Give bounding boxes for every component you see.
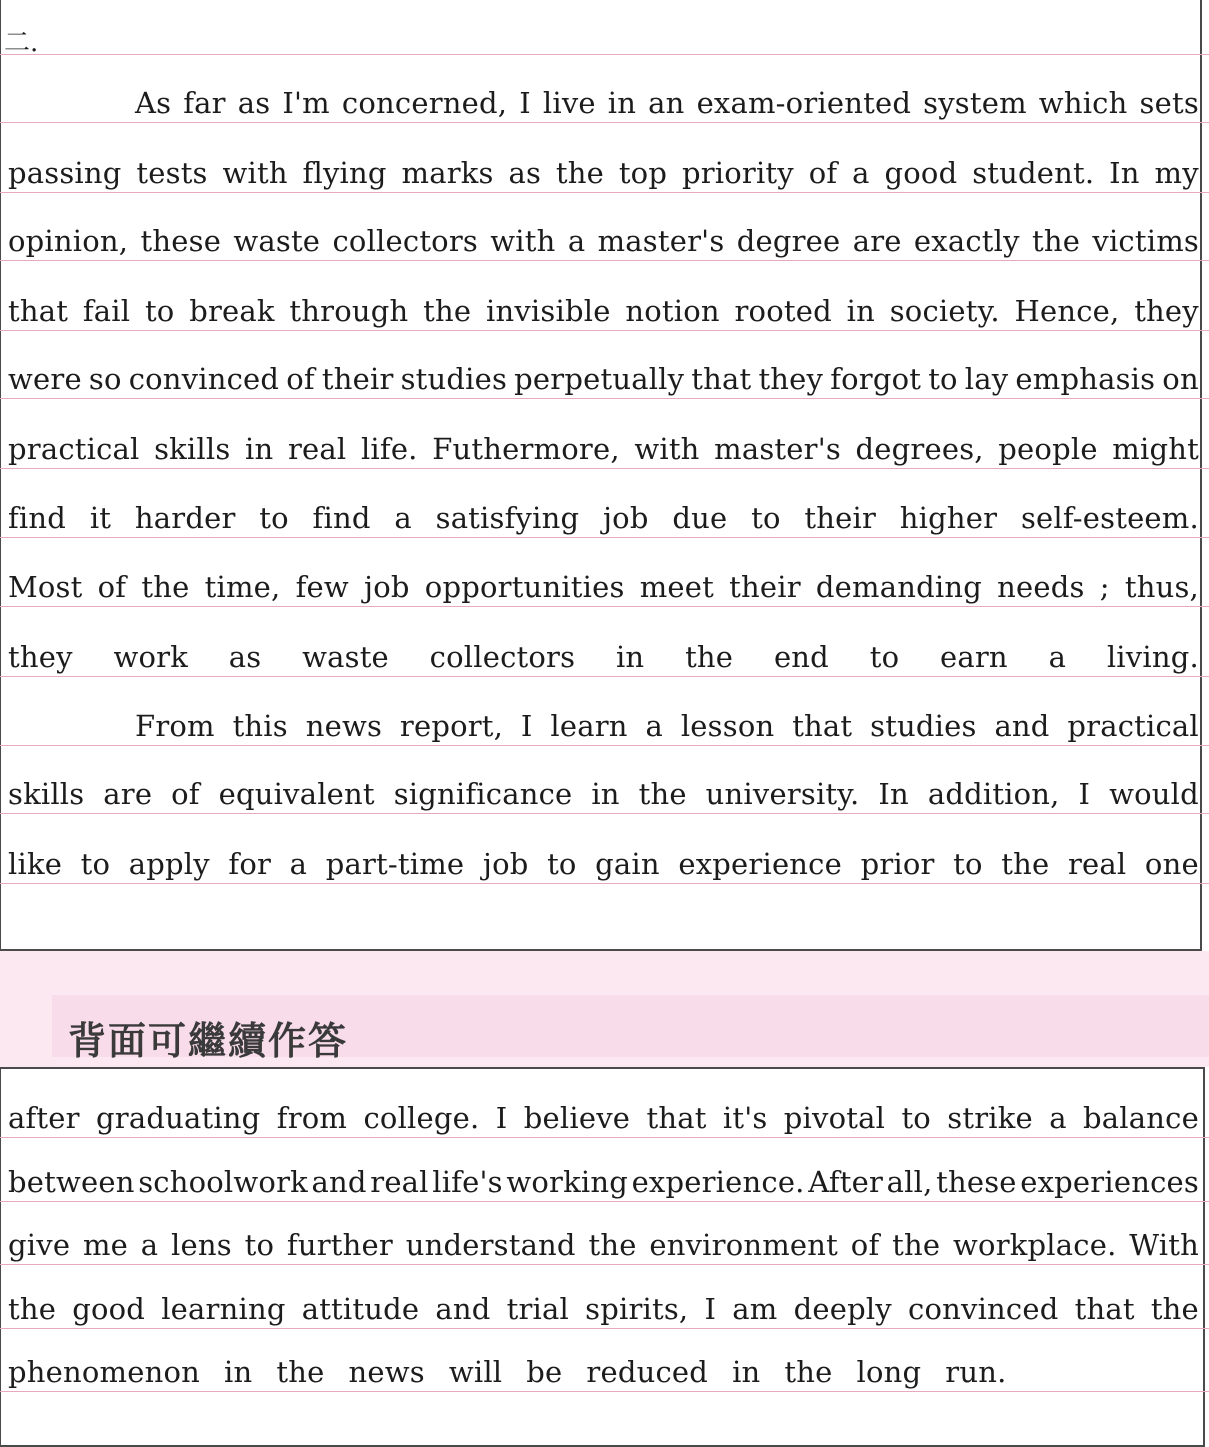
word: job (482, 847, 529, 881)
word: to (144, 294, 175, 328)
word: self-esteem. (1020, 501, 1199, 535)
word: higher (899, 501, 998, 535)
word: pivotal (783, 1101, 886, 1135)
word: experience. (631, 1165, 805, 1199)
word: prior (860, 847, 935, 881)
ruled-line (0, 537, 1209, 538)
word: student. (972, 156, 1095, 190)
word: flying (302, 156, 387, 190)
word: as (237, 86, 271, 120)
word: live (542, 86, 596, 120)
word: might (1112, 432, 1199, 466)
word: demanding (815, 570, 982, 604)
ruled-line (0, 745, 1209, 746)
word: fail (82, 294, 131, 328)
word: balance (1083, 1101, 1199, 1135)
handwritten-line (8, 1101, 1199, 1135)
word: forgot (830, 362, 922, 396)
word: to (928, 362, 958, 396)
word: strike (947, 1101, 1033, 1135)
word: that (792, 709, 853, 743)
word: in (607, 86, 637, 120)
ruled-line (0, 1137, 1209, 1138)
handwritten-line (8, 432, 1199, 466)
word: a (645, 709, 663, 743)
word: job (364, 570, 410, 604)
word: in (224, 1355, 253, 1389)
word: will (448, 1355, 503, 1389)
word: in (615, 640, 645, 674)
word: the (1001, 847, 1050, 881)
word: give (8, 1228, 71, 1262)
word: so (88, 362, 122, 396)
word: a (852, 156, 870, 190)
ruled-line (0, 676, 1209, 677)
word: real (370, 1165, 429, 1199)
word: the (555, 156, 604, 190)
word: am (732, 1292, 778, 1326)
word: priority (681, 156, 794, 190)
word: equivalent (218, 777, 375, 811)
word: time, (204, 570, 281, 604)
word: lesson (680, 709, 775, 743)
handwritten-line (8, 224, 1199, 258)
word: in (846, 294, 875, 328)
continue-on-back-label: 背面可繼續作答 (68, 1018, 349, 1063)
word: their (729, 570, 801, 604)
word: studies (870, 709, 977, 743)
handwritten-line (8, 640, 1199, 674)
word: real (1067, 847, 1127, 881)
word: In (1109, 156, 1140, 190)
word: graduating (96, 1101, 261, 1135)
word: in (732, 1355, 761, 1389)
word: of (171, 777, 200, 811)
word: believe (523, 1101, 631, 1135)
word: part-time (325, 847, 465, 881)
ruled-line (0, 813, 1209, 814)
word: invisible (486, 294, 611, 328)
handwritten-line (8, 1355, 1199, 1389)
word: like (8, 847, 63, 881)
word: trial (506, 1292, 569, 1326)
word: satisfying (435, 501, 580, 535)
word: would (1109, 777, 1199, 811)
handwritten-line (8, 1228, 1199, 1262)
word: degree (736, 224, 841, 258)
ruled-line (0, 1201, 1209, 1202)
word: I (1078, 777, 1091, 811)
word: that (8, 294, 69, 328)
word: learning (161, 1292, 286, 1326)
word: meet (639, 570, 714, 604)
word: victims (1092, 224, 1199, 258)
word: I (495, 1101, 508, 1135)
word: real (287, 432, 347, 466)
word: of (808, 156, 838, 190)
word: addition, (927, 777, 1060, 811)
word: to (244, 1228, 275, 1262)
word: From (135, 709, 215, 743)
word: With (1129, 1228, 1199, 1262)
word: a (1049, 1101, 1067, 1135)
ruled-line (0, 330, 1209, 331)
word: earn (940, 640, 1008, 674)
word: on (1162, 362, 1199, 396)
word: report, (399, 709, 504, 743)
word: college. (363, 1101, 480, 1135)
word: master's (714, 432, 841, 466)
word: that (1074, 1292, 1135, 1326)
word: significance (393, 777, 573, 811)
word: master's (597, 224, 725, 258)
word: lens (171, 1228, 232, 1262)
word: I'm (282, 86, 330, 120)
word: with (634, 432, 700, 466)
word: as (228, 640, 262, 674)
word: waste (302, 640, 389, 674)
word: for (228, 847, 272, 881)
word: practical (8, 432, 140, 466)
word: university. (705, 777, 860, 811)
word: they (1134, 294, 1199, 328)
word: sets (1139, 86, 1199, 120)
word: a (140, 1228, 159, 1262)
word: and (311, 1165, 367, 1199)
word: good (72, 1292, 146, 1326)
word: my (1154, 156, 1199, 190)
word: apply (128, 847, 210, 881)
word: experiences (1020, 1165, 1199, 1199)
word: the (8, 1292, 57, 1326)
word: to (869, 640, 900, 674)
word: they (8, 640, 73, 674)
word: this (232, 709, 288, 743)
word: that (646, 1101, 707, 1135)
word: and (994, 709, 1050, 743)
word: of (286, 362, 315, 396)
word: end (773, 640, 829, 674)
word: experience (678, 847, 842, 881)
handwritten-line (8, 156, 1199, 190)
word: to (80, 847, 111, 881)
word: attitude (301, 1292, 420, 1326)
handwritten-line (8, 1292, 1199, 1326)
word: a (567, 224, 586, 258)
word: are (103, 777, 153, 811)
word: working (506, 1165, 628, 1199)
word: work (113, 640, 188, 674)
word: marks (401, 156, 494, 190)
word: Futhermore, (432, 432, 620, 466)
word: are (852, 224, 902, 258)
word: job (602, 501, 649, 535)
word: to (953, 847, 983, 881)
word: a (1048, 640, 1067, 674)
word: long (856, 1355, 922, 1389)
word: waste (233, 224, 321, 258)
handwritten-line (8, 501, 1199, 535)
word: passing (8, 156, 122, 190)
word: collectors (429, 640, 576, 674)
word: system (923, 86, 1027, 120)
word: understand (405, 1228, 576, 1262)
word: convinced (128, 362, 280, 396)
word: society. (889, 294, 1000, 328)
word: concerned, (341, 86, 508, 120)
word: me (82, 1228, 129, 1262)
word: with (490, 224, 556, 258)
word: rooted (734, 294, 832, 328)
word: these (140, 224, 222, 258)
handwritten-line (8, 570, 1199, 604)
word: the (1150, 1292, 1199, 1326)
word: As (135, 86, 172, 120)
word: between (8, 1165, 135, 1199)
word: opinion, (8, 224, 129, 258)
word: it (89, 501, 112, 535)
word: environment (649, 1228, 839, 1262)
word: exam-oriented (696, 86, 912, 120)
word: break (189, 294, 275, 328)
ruled-line (0, 260, 1209, 261)
word: find (8, 501, 67, 535)
word: people (998, 432, 1098, 466)
word: learn (550, 709, 628, 743)
word: exactly (913, 224, 1020, 258)
word: run. (945, 1355, 1007, 1389)
word: a (289, 847, 308, 881)
word: of (850, 1228, 880, 1262)
word: to (259, 501, 289, 535)
word: deeply (793, 1292, 892, 1326)
word: the (892, 1228, 941, 1262)
word: top (618, 156, 668, 190)
word: to (751, 501, 781, 535)
ruled-line (0, 54, 1209, 55)
word: In (878, 777, 909, 811)
word: gain (595, 847, 660, 881)
word: tests (136, 156, 208, 190)
word: an (648, 86, 685, 120)
handwritten-line (8, 1165, 1199, 1199)
word: life. (360, 432, 418, 466)
word: I (704, 1292, 717, 1326)
word: their (804, 501, 877, 535)
word: thus, (1124, 570, 1199, 604)
word: the (141, 570, 190, 604)
word: ; (1099, 570, 1110, 604)
word: the (784, 1355, 833, 1389)
word: living. (1106, 640, 1199, 674)
ruled-line (0, 1328, 1209, 1329)
word: life's (432, 1165, 503, 1199)
word: which (1038, 86, 1128, 120)
word: I (519, 86, 531, 120)
word: the (638, 777, 687, 811)
word: to (901, 1101, 931, 1135)
word: studies (400, 362, 508, 396)
handwritten-line (8, 362, 1199, 396)
word: the (588, 1228, 637, 1262)
word: phenomenon (8, 1355, 201, 1389)
word: the (276, 1355, 325, 1389)
word: perpetually (514, 362, 685, 396)
ruled-line (0, 1391, 1209, 1392)
ruled-line (0, 606, 1209, 607)
handwritten-line (135, 709, 1199, 743)
word: the (423, 294, 472, 328)
ruled-line (0, 883, 1209, 884)
word: convinced (908, 1292, 1059, 1326)
word: a (394, 501, 412, 535)
word: Hence, (1014, 294, 1120, 328)
word: of (97, 570, 127, 604)
word: workplace. (953, 1228, 1117, 1262)
word: from (276, 1101, 348, 1135)
word: the (685, 640, 734, 674)
word: opportunities (424, 570, 625, 604)
word: practical (1067, 709, 1199, 743)
ruled-line (0, 468, 1209, 469)
word: emphasis (1015, 362, 1156, 396)
word: I (520, 709, 533, 743)
word: After (808, 1165, 884, 1199)
word: one (1144, 847, 1199, 881)
word: spirits, (585, 1292, 689, 1326)
word: these (936, 1165, 1017, 1199)
word: good (884, 156, 958, 190)
word: further (286, 1228, 393, 1262)
word: they (758, 362, 824, 396)
word: news (305, 709, 383, 743)
word: be (526, 1355, 563, 1389)
word: the (1031, 224, 1081, 258)
word: schoolwork (138, 1165, 308, 1199)
section-mark: 二. (4, 28, 39, 58)
word: far (183, 86, 226, 120)
word: their (321, 362, 394, 396)
word: Most (8, 570, 83, 604)
word: that (691, 362, 752, 396)
word: through (289, 294, 409, 328)
word: as (508, 156, 542, 190)
word: harder (134, 501, 236, 535)
handwritten-line (8, 847, 1199, 881)
word: after (8, 1101, 80, 1135)
word: notion (625, 294, 720, 328)
word: lay (964, 362, 1009, 396)
word: collectors (332, 224, 478, 258)
handwritten-line (8, 294, 1199, 328)
ruled-line (0, 192, 1209, 193)
word: due (672, 501, 728, 535)
word: it's (722, 1101, 768, 1135)
handwritten-line (135, 86, 1199, 120)
word: skills (8, 777, 85, 811)
handwritten-line (8, 777, 1199, 811)
word: and (435, 1292, 491, 1326)
word: to (547, 847, 577, 881)
word: news (348, 1355, 425, 1389)
word: all, (886, 1165, 933, 1199)
word: were (8, 362, 82, 396)
word: degrees, (855, 432, 984, 466)
word: few (295, 570, 349, 604)
word: skills (154, 432, 231, 466)
word: with (222, 156, 288, 190)
ruled-line (0, 122, 1209, 123)
word: in (245, 432, 274, 466)
ruled-line (0, 1264, 1209, 1265)
word: in (591, 777, 620, 811)
ruled-line (0, 398, 1209, 399)
word: needs (997, 570, 1085, 604)
word: reduced (586, 1355, 709, 1389)
word: find (312, 501, 371, 535)
